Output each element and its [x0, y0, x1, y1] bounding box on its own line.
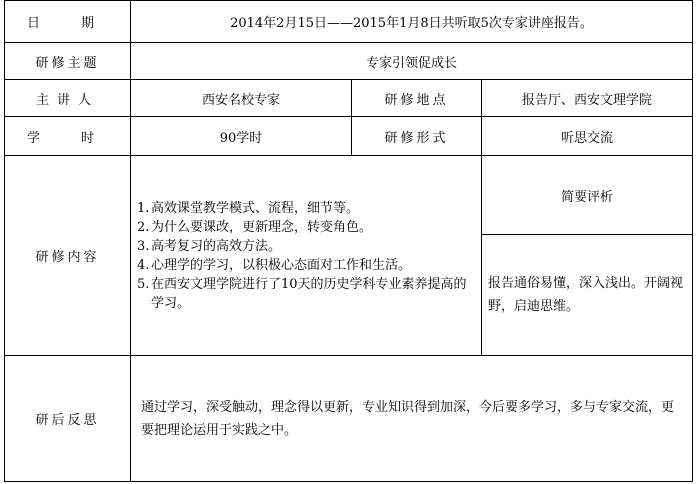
date-label: 日 期: [26, 16, 108, 31]
list-item-number: 3.: [137, 238, 150, 254]
list-item: [137, 275, 471, 313]
hours-value-cell: [131, 117, 352, 156]
list-item: [137, 256, 471, 275]
format-value: 听思交流: [560, 130, 613, 146]
reflection-label-cell: [5, 356, 131, 482]
speaker-value: 西安名校专家: [201, 92, 280, 108]
review-title: 简要评析: [560, 189, 613, 205]
list-item-text: 高考复习的高效方法。: [151, 238, 282, 254]
list-item-number: 4.: [137, 257, 150, 273]
reflection-label: 研后反思: [35, 413, 100, 428]
hours-label-cell: [5, 117, 131, 156]
hours-value: 90学时: [219, 130, 263, 146]
hours-label: 学 时: [26, 130, 108, 146]
speaker-label: 主讲人: [35, 92, 99, 108]
topic-row: [5, 43, 693, 80]
list-item-text: 高效课堂教学模式、流程，细节等。: [151, 200, 360, 216]
reflection-value-cell: [131, 356, 693, 482]
content-list: [137, 199, 475, 313]
list-item: [137, 237, 471, 256]
location-value-cell: [482, 80, 693, 117]
list-item-number: 2.: [137, 219, 150, 235]
review-title-area: [482, 156, 692, 235]
date-row: [5, 1, 693, 43]
speaker-label-cell: [5, 80, 131, 117]
reflection-row: [5, 356, 693, 482]
list-item-text: 在西安文理学院进行了10天的历史学科专业素养提高的学习。: [151, 276, 467, 311]
reflection-text: 通过学习，深受触动，理念得以更新，专业知识得到加深，今后要多学习，多与专家交流，更要把理论运用于实践之中。: [141, 399, 675, 438]
speaker-row: [5, 80, 693, 117]
location-label-cell: [352, 80, 482, 117]
list-item-number: 1.: [137, 200, 150, 216]
format-label-cell: [352, 117, 482, 156]
training-record-table: [4, 0, 693, 482]
date-label-cell: [5, 1, 131, 43]
location-value: 报告厅、西安文理学院: [521, 92, 652, 108]
location-label: 研修地点: [384, 92, 449, 108]
content-list-cell: [131, 156, 482, 356]
content-row: [5, 156, 693, 356]
format-label: 研修形式: [384, 130, 449, 146]
speaker-value-cell: [131, 80, 352, 117]
content-label: 研修内容: [35, 250, 100, 265]
topic-label-cell: [5, 43, 131, 80]
topic-label: 研修主题: [35, 55, 100, 71]
review-cell: [482, 156, 693, 356]
review-text: 报告通俗易懂，深入浅出。开阔视野，启迪思维。: [488, 276, 684, 314]
list-item: [137, 218, 471, 237]
topic-value-cell: [131, 43, 693, 80]
topic-value: 专家引领促成长: [365, 55, 457, 71]
list-item: [137, 199, 471, 218]
format-value-cell: [482, 117, 693, 156]
date-value-cell: [131, 1, 693, 43]
list-item-number: 5.: [137, 276, 150, 292]
list-item-text: 为什么要课改，更新理念，转变角色。: [151, 219, 373, 235]
content-label-cell: [5, 156, 131, 356]
hours-row: [5, 117, 693, 156]
date-value: 2014年2月15日——2015年1月8日共听取5次专家讲座报告。: [230, 16, 593, 31]
review-body-area: [482, 235, 692, 355]
list-item-text: 心理学的学习，以积极心态面对工作和生活。: [151, 257, 412, 273]
